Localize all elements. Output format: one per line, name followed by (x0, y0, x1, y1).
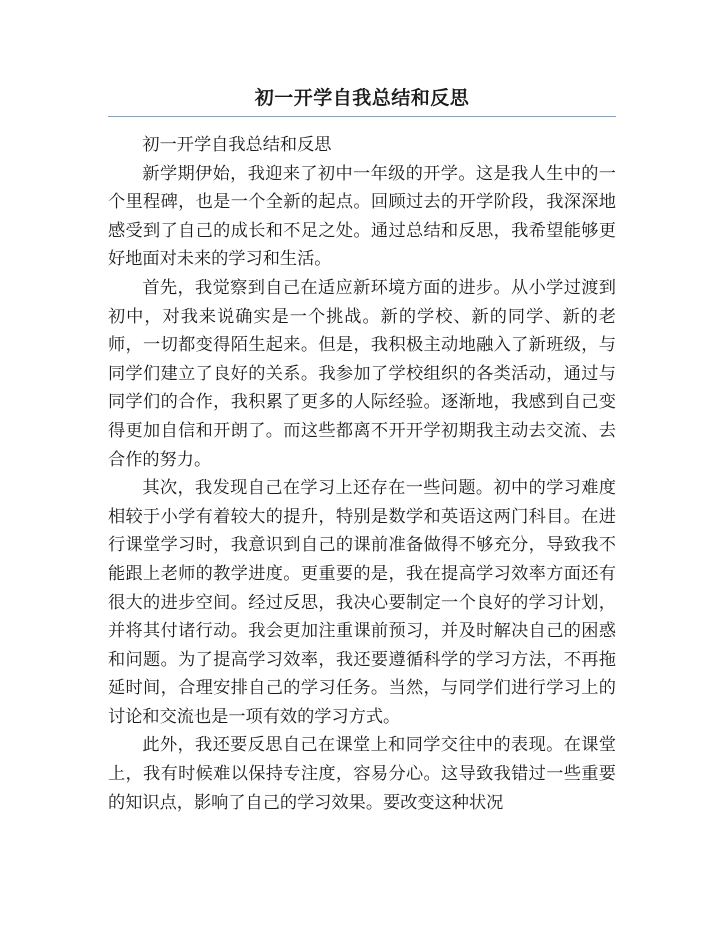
paragraph-heading: 初一开学自我总结和反思 (142, 135, 332, 155)
document-body (108, 131, 616, 817)
paragraph-second: 其次，我发现自己在学习上还存在一些问题。初中的学习难度相较于小学有着较大的提升，特别是数学和英语这两门科目。在进行课堂学习时，我意识到自己的课前准备做得不够充分，导致我不能跟上老师的教学进度。更重要的是，我在提高学习效率方面还有很大的进步空间。经过反思，我决心要制定一个良好的学习计划，并将其付诸行动。我会更加注重课前预习，并及时解决自己的困惑和问题。为了提高学习效率，我还要遵循科学的学习方法，不再拖延时间，合理安排自己的学习任务。当然，与同学们进行学习上的讨论和交流也是一项有效的学习方式。 (108, 478, 616, 727)
paragraph-intro: 新学期伊始，我迎来了初中一年级的开学。这是我人生中的一个里程碑，也是一个全新的起点。回顾过去的开学阶段，我深深地感受到了自己的成长和不足之处。通过总结和反思，我希望能够更好地面对未来的学习和生活。 (108, 163, 616, 270)
document-title: 初一开学自我总结和反思 (254, 87, 470, 109)
paragraph-first: 首先，我觉察到自己在适应新环境方面的进步。从小学过渡到初中，对我来说确实是一个挑战。新的学校、新的同学、新的老师，一切都变得陌生起来。但是，我积极主动地融入了新班级，与同学们建立了良好的关系。我参加了学校组织的各类活动，通过与同学们的合作，我积累了更多的人际经验。逐渐地，我感到自己变得更加自信和开朗了。而这些都离不开开学初期我主动去交流、去合作的努力。 (108, 277, 616, 470)
paragraph-third: 此外，我还要反思自己在课堂上和同学交往中的表现。在课堂上，我有时候难以保持专注度，容易分心。这导致我错过一些重要的知识点，影响了自己的学习效果。要改变这种状况 (108, 735, 616, 813)
title-divider (108, 116, 616, 117)
